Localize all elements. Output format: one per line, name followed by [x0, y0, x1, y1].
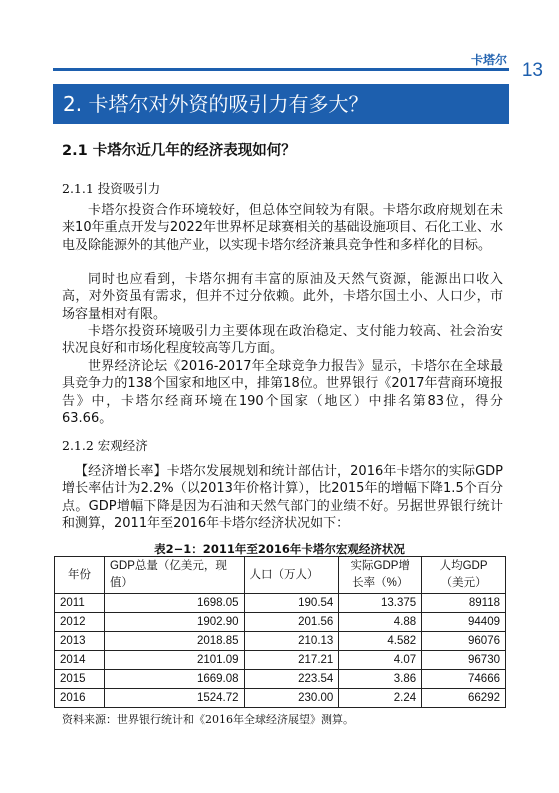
cell-gdp: 1698.05: [104, 594, 244, 613]
col-header-year: 年份: [55, 557, 105, 594]
cell-year: 2012: [55, 613, 105, 632]
cell-growth: 4.88: [339, 613, 422, 632]
col-header-growth-line2: 长率（%）: [352, 577, 409, 589]
col-header-population: 人口（万人）: [244, 557, 339, 594]
heading-2-1-2: 2.1.2 宏观经济: [62, 438, 148, 453]
header-rule: [53, 68, 509, 71]
col-header-percap-line2: （美元）: [440, 577, 487, 589]
cell-population: 217.21: [244, 651, 339, 670]
cell-growth: 4.07: [339, 651, 422, 670]
cell-gdp: 2018.85: [104, 632, 244, 651]
col-header-percap-line1: 人均GDP: [439, 560, 488, 572]
cell-gdp: 1524.72: [104, 689, 244, 708]
table-row: [55, 689, 506, 708]
cell-growth: 3.86: [339, 670, 422, 689]
paragraph: 【经济增长率】卡塔尔发展规划和统计部估计，2016年卡塔尔的实际GDP增长率估计为2.2%（以2013年价格计算），比2015年的增幅下降1.5个百分点。GDP增幅下降是因为石油和天然气部门的业绩不好。另据世界银行统计和测算，2011年至2016年卡塔尔经济状况如下：: [62, 464, 503, 532]
table-row: [55, 670, 506, 689]
cell-gdp-per-capita: 66292: [422, 689, 506, 708]
col-header-growth-line1: 实际GDP增: [350, 560, 410, 572]
table-row: [55, 651, 506, 670]
table-row: [55, 613, 506, 632]
cell-gdp: 1902.90: [104, 613, 244, 632]
cell-year: 2015: [55, 670, 105, 689]
paragraph: 世界经济论坛《2016-2017年全球竞争力报告》显示，卡塔尔在全球最具竞争力的138个国家和地区中，排第18位。世界银行《2017年营商环境报告》中，卡塔尔经商环境在190个国家（地区）中排名第83位，得分63.66。: [62, 359, 503, 427]
cell-population: 190.54: [244, 594, 339, 613]
table-caption: 表2−1：2011年至2016年卡塔尔宏观经济状况: [154, 542, 405, 556]
cell-population: 223.54: [244, 670, 339, 689]
cell-growth: 4.582: [339, 632, 422, 651]
col-header-gdp-per-capita: [422, 557, 506, 594]
macro-economy-table: [54, 556, 506, 708]
table-header-row: [55, 557, 506, 594]
cell-growth: 13.375: [339, 594, 422, 613]
section-title: 2. 卡塔尔对外资的吸引力有多大？: [53, 84, 509, 124]
table-row: [55, 594, 506, 613]
cell-gdp-per-capita: 74666: [422, 670, 506, 689]
cell-gdp: 2101.09: [104, 651, 244, 670]
cell-population: 230.00: [244, 689, 339, 708]
cell-year: 2013: [55, 632, 105, 651]
cell-year: 2014: [55, 651, 105, 670]
paragraph: 同时也应看到，卡塔尔拥有丰富的原油及天然气资源，能源出口收入高，对外资虽有需求，但并不过分依赖。此外，卡塔尔国土小、人口少，市场容量相对有限。: [62, 272, 503, 322]
header-country: 卡塔尔: [470, 53, 507, 67]
cell-gdp-per-capita: 94409: [422, 613, 506, 632]
table-row: [55, 632, 506, 651]
cell-gdp-per-capita: 89118: [422, 594, 506, 613]
cell-gdp-per-capita: 96730: [422, 651, 506, 670]
col-header-gdp: GDP总量（亿美元，现值）: [104, 557, 244, 594]
cell-gdp-per-capita: 96076: [422, 632, 506, 651]
cell-year: 2016: [55, 689, 105, 708]
heading-2-1-1: 2.1.1 投资吸引力: [62, 181, 161, 196]
col-header-growth: [339, 557, 422, 594]
cell-growth: 2.24: [339, 689, 422, 708]
page-number: 13: [521, 60, 543, 81]
cell-gdp: 1669.08: [104, 670, 244, 689]
paragraph: 卡塔尔投资环境吸引力主要体现在政治稳定、支付能力较高、社会治安状况良好和市场化程度较高等几方面。: [62, 324, 503, 357]
table-source-note: 资料来源：世界银行统计和《2016年全球经济展望》测算。: [62, 713, 354, 726]
paragraph: 卡塔尔投资合作环境较好，但总体空间较为有限。卡塔尔政府规划在未来10年重点开发与2022年世界杯足球赛相关的基础设施项目、石化工业、水电及除能源外的其他产业，以实现卡塔尔经济兼具竞争性和多样化的目标。: [62, 203, 503, 253]
cell-population: 201.56: [244, 613, 339, 632]
cell-year: 2011: [55, 594, 105, 613]
subsection-heading: 2.1 卡塔尔近几年的经济表现如何？: [62, 143, 296, 159]
cell-population: 210.13: [244, 632, 339, 651]
